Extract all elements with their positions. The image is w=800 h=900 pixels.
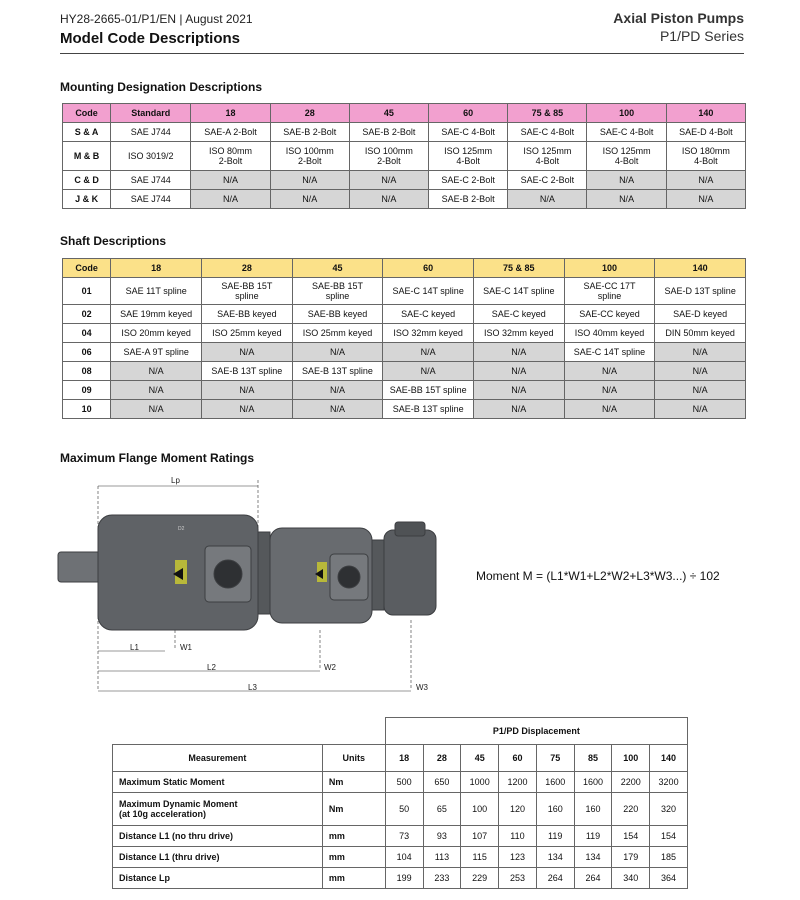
table-cell: N/A [473,362,564,381]
unit-cell: mm [322,826,385,847]
value-cell: 500 [385,772,423,793]
displacement-group-header: P1/PD Displacement [385,718,687,745]
table-cell: ISO 25mm keyed [292,324,383,343]
table-row [63,381,746,400]
table-cell: N/A [587,190,666,209]
table-cell: SAE-CC keyed [564,305,655,324]
table-cell: SAE-C 2-Bolt [429,171,508,190]
column-header-measurement: Measurement [113,745,323,772]
header-left [60,12,253,47]
measurement-label: Distance L1 (thru drive) [113,847,323,868]
shaft-code-cell: 10 [63,400,111,419]
value-cell: 1600 [574,772,612,793]
table-row [63,362,746,381]
column-header: 45 [461,745,499,772]
value-cell: 220 [612,793,650,826]
mount-code-cell: J & K [63,190,111,209]
column-header: 140 [655,259,746,278]
value-cell: 119 [574,826,612,847]
value-cell: 110 [499,826,537,847]
column-header: 100 [612,745,650,772]
value-cell: 233 [423,868,461,889]
shaft-code-cell: 09 [63,381,111,400]
value-cell: 65 [423,793,461,826]
value-cell: 120 [499,793,537,826]
product-family: Axial Piston Pumps [613,10,744,26]
table-cell: N/A [666,190,745,209]
table-cell: N/A [111,400,202,419]
table-cell: SAE-C 4-Bolt [429,123,508,142]
shaft-code-cell: 08 [63,362,111,381]
table-cell: SAE-A 9T spline [111,343,202,362]
table-cell: SAE-A 2-Bolt [191,123,270,142]
product-series: P1/PD Series [659,28,744,44]
table-cell: N/A [564,362,655,381]
table-cell: SAE-BB 15T spline [202,278,293,305]
blank-corner [113,718,386,745]
table-cell: N/A [666,171,745,190]
table-cell: SAE-B 13T spline [383,400,474,419]
column-header: 75 & 85 [508,104,587,123]
shaft-code-cell: 01 [63,278,111,305]
value-cell: 3200 [650,772,688,793]
table-cell: N/A [292,381,383,400]
value-cell: 123 [499,847,537,868]
label-l3: L3 [248,683,257,692]
label-w3: W3 [416,683,428,692]
measurement-label: Distance Lp [113,868,323,889]
value-cell: 340 [612,868,650,889]
shaft-code-cell: 04 [63,324,111,343]
shaft-code-cell: 02 [63,305,111,324]
column-header: 28 [423,745,461,772]
table-cell: SAE-B 13T spline [292,362,383,381]
table-cell: ISO 100mm 2-Bolt [270,142,349,171]
table-cell: N/A [587,171,666,190]
table-cell: ISO 180mm 4-Bolt [666,142,745,171]
column-header-units: Units [322,745,385,772]
value-cell: 650 [423,772,461,793]
label-w1: W1 [180,643,192,652]
value-cell: 73 [385,826,423,847]
table-cell: N/A [473,343,564,362]
measurement-label: Maximum Static Moment [113,772,323,793]
table-cell: SAE J744 [111,123,191,142]
column-header: 75 & 85 [473,259,564,278]
table-cell: ISO 3019/2 [111,142,191,171]
table-cell: SAE 11T spline [111,278,202,305]
table-cell: N/A [270,171,349,190]
value-cell: 93 [423,826,461,847]
table-cell: SAE-C 14T spline [564,343,655,362]
table-row [63,171,746,190]
label-lp: Lp [171,476,180,485]
shaft-code-cell: 06 [63,343,111,362]
table-cell: SAE-BB keyed [202,305,293,324]
value-cell: 160 [536,793,574,826]
mount-code-cell: S & A [63,123,111,142]
table-cell: N/A [655,381,746,400]
table-cell: ISO 125mm 4-Bolt [587,142,666,171]
table-cell: SAE-D 4-Bolt [666,123,745,142]
column-header: 100 [587,104,666,123]
table-cell: N/A [655,400,746,419]
table-row [113,772,688,793]
column-header: 60 [429,104,508,123]
unit-cell: Nm [322,772,385,793]
column-header: 28 [202,259,293,278]
table-row [63,123,746,142]
column-header: 100 [564,259,655,278]
column-header-code: Code [63,259,111,278]
table-row [113,868,688,889]
table-cell: N/A [508,190,587,209]
unit-cell: mm [322,847,385,868]
table-row [63,324,746,343]
table-cell: ISO 125mm 4-Bolt [508,142,587,171]
table-cell: N/A [564,381,655,400]
value-cell: 134 [574,847,612,868]
column-header-code: Code [63,104,111,123]
label-w2: W2 [324,663,336,672]
table-cell: N/A [111,362,202,381]
value-cell: 185 [650,847,688,868]
value-cell: 160 [574,793,612,826]
column-header: 140 [650,745,688,772]
value-cell: 104 [385,847,423,868]
table-cell: SAE-B 2-Bolt [270,123,349,142]
table-cell: N/A [655,343,746,362]
table-cell: SAE-BB 15T spline [292,278,383,305]
column-header: 60 [499,745,537,772]
table-cell: ISO 20mm keyed [111,324,202,343]
value-cell: 2200 [612,772,650,793]
value-cell: 229 [461,868,499,889]
value-cell: 50 [385,793,423,826]
column-header: 45 [349,104,428,123]
pump-dimension-diagram [55,470,475,700]
value-cell: 113 [423,847,461,868]
table-row [63,400,746,419]
value-cell: 264 [536,868,574,889]
column-header: Standard [111,104,191,123]
column-header: 28 [270,104,349,123]
label-l1: L1 [130,643,139,652]
table-cell: SAE-C 14T spline [383,278,474,305]
table-cell: SAE-C 14T spline [473,278,564,305]
column-header: 140 [666,104,745,123]
column-header: 75 [536,745,574,772]
measurement-label: Maximum Dynamic Moment (at 10g acceleration) [113,793,323,826]
table-cell: N/A [202,343,293,362]
value-cell: 154 [650,826,688,847]
value-cell: 199 [385,868,423,889]
table-cell: SAE J744 [111,171,191,190]
label-d2: D2 [178,526,185,532]
table-cell: DIN 50mm keyed [655,324,746,343]
column-header: 60 [383,259,474,278]
moment-section-title: Maximum Flange Moment Ratings [60,451,255,465]
mount-code-cell: C & D [63,171,111,190]
column-header: 18 [385,745,423,772]
mount-code-cell: M & B [63,142,111,171]
table-cell: N/A [383,343,474,362]
table-cell: SAE-D 13T spline [655,278,746,305]
table-cell: N/A [191,190,270,209]
value-cell: 320 [650,793,688,826]
value-cell: 1200 [499,772,537,793]
table-cell: SAE-BB keyed [292,305,383,324]
mounting-table [62,103,746,209]
table-cell: N/A [349,171,428,190]
table-row [63,190,746,209]
document-id: HY28-2665-01/P1/EN | August 2021 [60,12,253,26]
table-cell: N/A [111,381,202,400]
table-cell: SAE-C keyed [383,305,474,324]
table-cell: SAE-D keyed [655,305,746,324]
shaft-section-title: Shaft Descriptions [60,234,167,248]
table-cell: N/A [564,400,655,419]
label-l2: L2 [207,663,216,672]
value-cell: 1600 [536,772,574,793]
table-cell: ISO 125mm 4-Bolt [429,142,508,171]
value-cell: 119 [536,826,574,847]
header-divider [60,53,744,54]
table-cell: N/A [349,190,428,209]
value-cell: 264 [574,868,612,889]
table-row [63,343,746,362]
value-cell: 115 [461,847,499,868]
table-cell: SAE-C keyed [473,305,564,324]
value-cell: 179 [612,847,650,868]
value-cell: 134 [536,847,574,868]
table-row [113,826,688,847]
value-cell: 154 [612,826,650,847]
table-cell: SAE-B 13T spline [202,362,293,381]
table-row [63,142,746,171]
unit-cell: Nm [322,793,385,826]
value-cell: 364 [650,868,688,889]
page-title: Model Code Descriptions [60,30,241,47]
table-cell: SAE-C 4-Bolt [508,123,587,142]
moment-ratings-table [112,717,688,889]
value-cell: 1000 [461,772,499,793]
table-cell: SAE-B 2-Bolt [429,190,508,209]
table-cell: ISO 40mm keyed [564,324,655,343]
table-row [113,847,688,868]
moment-formula: Moment M = (L1*W1+L2*W2+L3*W3...) ÷ 102 [476,569,720,583]
table-cell: N/A [292,400,383,419]
table-cell: N/A [202,381,293,400]
table-cell: N/A [383,362,474,381]
column-header: 18 [191,104,270,123]
value-cell: 100 [461,793,499,826]
column-header: 45 [292,259,383,278]
column-header: 85 [574,745,612,772]
table-cell: SAE-C 2-Bolt [508,171,587,190]
measurement-label: Distance L1 (no thru drive) [113,826,323,847]
table-cell: SAE-B 2-Bolt [349,123,428,142]
table-cell: ISO 80mm 2-Bolt [191,142,270,171]
table-cell: N/A [473,400,564,419]
table-cell: SAE-C 4-Bolt [587,123,666,142]
unit-cell: mm [322,868,385,889]
column-header: 18 [111,259,202,278]
table-cell: N/A [473,381,564,400]
mounting-section-title: Mounting Designation Descriptions [60,80,263,94]
table-cell: N/A [655,362,746,381]
table-cell: SAE J744 [111,190,191,209]
table-cell: N/A [270,190,349,209]
table-row [63,305,746,324]
pump-body [58,515,436,630]
table-cell: SAE-CC 17T spline [564,278,655,305]
value-cell: 253 [499,868,537,889]
table-cell: ISO 100mm 2-Bolt [349,142,428,171]
table-row [113,793,688,826]
table-row [63,278,746,305]
header-right [613,10,744,44]
table-cell: ISO 25mm keyed [202,324,293,343]
table-cell: SAE 19mm keyed [111,305,202,324]
table-cell: N/A [202,400,293,419]
table-cell: ISO 32mm keyed [473,324,564,343]
table-cell: SAE-BB 15T spline [383,381,474,400]
value-cell: 107 [461,826,499,847]
table-cell: ISO 32mm keyed [383,324,474,343]
table-cell: N/A [191,171,270,190]
shaft-table [62,258,746,419]
table-cell: N/A [292,343,383,362]
